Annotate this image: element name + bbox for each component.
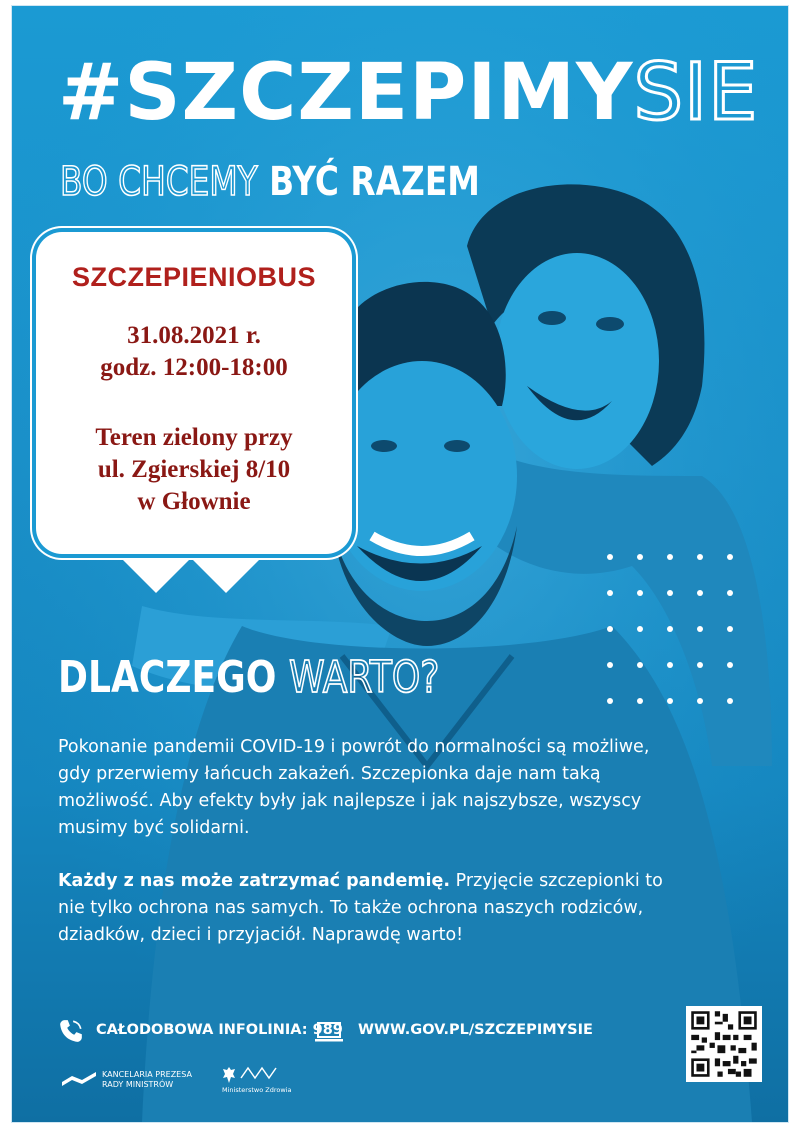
- website-link[interactable]: WWW.GOV.PL/SZCZEPIMYSIE: [358, 1022, 593, 1038]
- laptop-icon: [314, 1020, 344, 1044]
- mz-logo-text: Ministerstwo Zdrowia: [222, 1086, 292, 1094]
- headline-thin: SIE: [633, 48, 759, 138]
- mz-logo-icon: [240, 1066, 280, 1080]
- info-title: SZCZEPIENIOBUS: [71, 262, 317, 292]
- subhead-bold: BYĆ RAZEM: [269, 159, 480, 205]
- info-date: [36, 320, 352, 384]
- headline: [58, 48, 759, 138]
- place-line-1: Teren zielony przy: [95, 424, 293, 451]
- paragraph-lead: Każdy z nas może zatrzymać pandemię.: [58, 871, 451, 891]
- vaccination-bus-info-box: [36, 232, 352, 554]
- infoline-text: CAŁODOBOWA INFOLINIA: 989: [96, 1022, 343, 1038]
- paragraph-everyone: [58, 868, 678, 949]
- decorative-diamonds: [122, 551, 282, 611]
- place-line-2: ul. Zgierskiej 8/10: [97, 456, 291, 483]
- kprm-line-1: KANCELARIA PREZESA: [102, 1070, 192, 1079]
- section-heading-outline: WARTO?: [289, 652, 440, 703]
- headline-bold: #SZCZEPIMY: [58, 48, 634, 138]
- footer-contact: [12, 1014, 788, 1054]
- poster: [12, 6, 788, 1122]
- info-place: [36, 422, 352, 518]
- eagle-emblem-icon: [222, 1066, 236, 1084]
- phone-icon: [58, 1018, 84, 1044]
- paragraph-why: Pokonanie pandemii COVID-19 i powrót do normalności są możliwe, gdy przerwiemy łańcuch zakażeń. Szczepionka daje nam taką możliwość. Aby efekty były jak najlepsze i jak najszybsze, wszyscy musimy być solidarni.: [58, 737, 650, 838]
- time-line: godz. 12:00-18:00: [100, 354, 288, 381]
- date-line: 31.08.2021 r.: [127, 322, 261, 349]
- sponsor-logos: [62, 1064, 322, 1104]
- kprm-line-2: RADY MINISTRÓW: [102, 1080, 174, 1089]
- kprm-logo-icon: [62, 1072, 96, 1086]
- kprm-logo-text: [102, 1070, 192, 1090]
- place-line-3: w Głownie: [137, 488, 251, 515]
- section-heading: [58, 652, 440, 703]
- paragraph-rest: Przyjęcie szczepionki to nie tylko ochrona nas samych. To także ochrona naszych rodziców, dziadków, dzieci i przyjaciół. Naprawdę warto!: [58, 871, 663, 945]
- decorative-dot-grid: [602, 551, 752, 711]
- section-heading-bold: DLACZEGO: [58, 652, 277, 703]
- subheadline: [60, 159, 480, 205]
- subhead-outline: BO CHCEMY: [60, 159, 258, 205]
- qr-code: [686, 1006, 762, 1082]
